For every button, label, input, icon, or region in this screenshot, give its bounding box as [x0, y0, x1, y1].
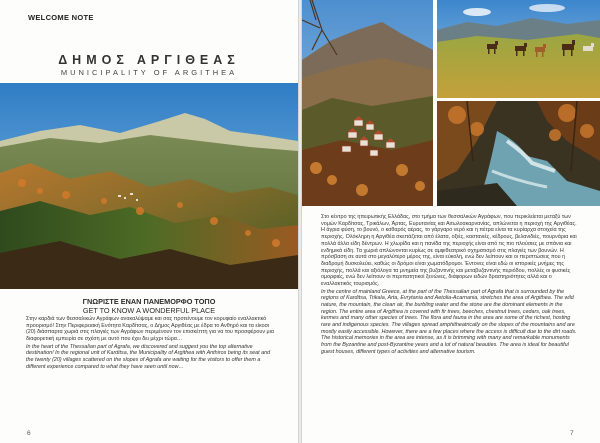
intro-paragraph-english: In the heart of the Thessalian part of Agrafa, we discovered and suggest you the top alternative destination! In the regional unit of Karditsa, the Municipality of Argithea with Anthiros being its seat and the twenty (20) villages scattered on the slopes of Agrafa are waiting for the visitors to offer them a different experience compared to what they have seen until now… [26, 343, 271, 370]
intro-paragraph-greek: Στην καρδιά των θεσσαλικών Αγράφων ανακαλύψαμε και σας προτείνουμε τον κορυφαίο εναλλακτικό προορισμό! Στην Περιφερειακή Ενότητα Καρδίτσας, ο Δήμος Αργιθέας με έδρα το Ανθηρό και τα είκοσι (20) διάσπαρτα χωριά στις πλαγιές των Αγράφων περιμένουν τον επισκέπτη για να του προσφέρουν μια διαφορετική εμπειρία σε σχέση με αυτό που έχει δει μέχρι τώρα… [26, 316, 274, 343]
mountain-village-photo [302, 0, 433, 206]
section-heading-english: GET TO KNOW A WONDERFUL PLACE [82, 306, 216, 315]
page-number-right: 7 [570, 430, 574, 437]
mountain-landscape-photo [0, 83, 298, 289]
municipality-title-english: MUNICIPALITY OF ARGITHEA [60, 68, 238, 77]
description-paragraph-greek: Στο κέντρο της ηπειρωτικής Ελλάδας, στο τμήμα των θεσσαλικών Αγράφων, που περικλείεται μεταξύ των νομών Καρδίτσας, Τρικάλων, Άρτας, Ευρυτανίας και Αιτωλοακαρνανίας, απλώνεται η περιοχή της Αργιθέας. Η άγρια φύση, το βουνό, ο καθαρός αέρας, το γάργαρο νερό και η πέτρα είναι τα κυρίαρχα στοιχεία της περιοχής. Ολόκληρη η Αργιθέα σκεπάζεται από έλατα, οξιές, καστανιές, κέδρους, βελανιδιές, πουρνάρια και πολλά άλλα είδη δέντρων. Η χλωρίδα και η πανίδα της περιοχής είναι από τις πιο πλούσιες με σπάνια και ενδημικά είδη. Τα χωριά απλώνονται κυρίως σε αμφιθεατρικό σχηματισμό στις πλαγιές των βουνών. Η πρόσβαση σε αυτά στο μεγαλύτερο μέρος της, είναι εύκολη, ενώ δεν λείπουν και οι περιπτώσεις που η διαδρομή δυσκολεύει, καθώς οι δρόμοι είναι χωματόδρομοι. Έντονες είναι εδώ οι ιστορικές μνήμες της περιοχής, πολλά και αξιόλογα τα μνημεία της βυζαντινής και μεταβυζαντινής περιόδου, πολλές οι φυσικές ομορφιές, ενώ δεν λείπουν οι περιπατητικοί ξενώνες, διάφορων ειδών δραστηριότητες αλλά και ο εναλλακτικός τουρισμός. [321, 214, 577, 288]
municipality-title-greek: ΔΗΜΟΣ ΑΡΓΙΘΕΑΣ [58, 53, 240, 67]
page-number-left: 6 [27, 430, 31, 437]
horses-meadow-photo [437, 0, 600, 98]
section-label: WELCOME NOTE [28, 13, 94, 22]
intro-text [26, 316, 278, 371]
description-paragraph-english: In the centre of mainland Greece, at the part of the Thessalian part of Agrafa that is surrounded by the regions of Karditsa, Trikala, Arta, Evrytania and Aetolia-Acarnania, stretches the area of Argithea. The wild nature, the mountain, the clean air, the burbling water and the stone are the dominant elements in the region. The entire area of Argithea is covered with fir trees, beeches, chestnut trees, cedars, oak trees, kermes and many other species of trees. The flora and fauna in the area are some of the richest, hosting rare and indigenous species. The villages spread amphitheatrically on the slopes of the mountains and are mostly easily accessible. However, there are a few places where the access is difficult due to the dirt roads. The historical memories in the area are intense, as it is brimming with many and remarkable monuments from the Byzantine and post-Byzantine years and a lot of natural beauties. The area is ideal for beautiful guest houses, different types of activities and alternative tourism. [321, 288, 577, 355]
mountain-stream-photo [437, 101, 600, 206]
section-heading-greek: ΓΝΩΡΙΣΤΕ ΕΝΑΝ ΠΑΝΕΜΟΡΦΟ ΤΟΠΟ [82, 297, 216, 306]
left-page [0, 0, 298, 443]
right-page [302, 0, 600, 443]
description-text [321, 214, 580, 356]
